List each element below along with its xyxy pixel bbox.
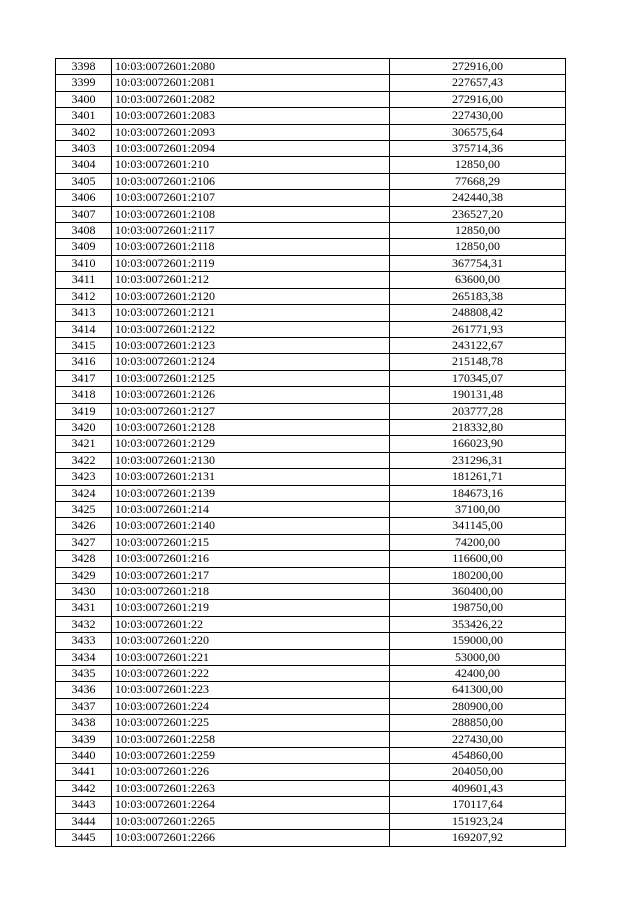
value-cell: 151923,24 bbox=[390, 813, 566, 829]
cadastral-number-cell: 10:03:0072601:2124 bbox=[112, 354, 390, 370]
table-row bbox=[56, 108, 566, 124]
cadastral-number-cell: 10:03:0072601:2119 bbox=[112, 255, 390, 271]
row-number-cell: 3401 bbox=[56, 108, 112, 124]
value-cell: 218332,80 bbox=[390, 419, 566, 435]
cadastral-number-cell: 10:03:0072601:2265 bbox=[112, 813, 390, 829]
table-row bbox=[56, 830, 566, 846]
row-number-cell: 3434 bbox=[56, 649, 112, 665]
value-cell: 288850,00 bbox=[390, 715, 566, 731]
row-number-cell: 3423 bbox=[56, 469, 112, 485]
cadastral-number-cell: 10:03:0072601:2117 bbox=[112, 223, 390, 239]
table-row bbox=[56, 419, 566, 435]
cadastral-value-table bbox=[55, 58, 566, 847]
value-cell: 181261,71 bbox=[390, 469, 566, 485]
row-number-cell: 3414 bbox=[56, 321, 112, 337]
row-number-cell: 3438 bbox=[56, 715, 112, 731]
row-number-cell: 3425 bbox=[56, 501, 112, 517]
row-number-cell: 3443 bbox=[56, 797, 112, 813]
table-row bbox=[56, 551, 566, 567]
cadastral-number-cell: 10:03:0072601:212 bbox=[112, 272, 390, 288]
row-number-cell: 3417 bbox=[56, 370, 112, 386]
row-number-cell: 3420 bbox=[56, 419, 112, 435]
table-row bbox=[56, 387, 566, 403]
table-row bbox=[56, 518, 566, 534]
cadastral-number-cell: 10:03:0072601:2127 bbox=[112, 403, 390, 419]
value-cell: 74200,00 bbox=[390, 534, 566, 550]
value-cell: 272916,00 bbox=[390, 59, 566, 75]
cadastral-number-cell: 10:03:0072601:2108 bbox=[112, 206, 390, 222]
row-number-cell: 3399 bbox=[56, 75, 112, 91]
cadastral-number-cell: 10:03:0072601:214 bbox=[112, 501, 390, 517]
row-number-cell: 3416 bbox=[56, 354, 112, 370]
value-cell: 170117,64 bbox=[390, 797, 566, 813]
cadastral-number-cell: 10:03:0072601:2120 bbox=[112, 288, 390, 304]
value-cell: 203777,28 bbox=[390, 403, 566, 419]
cadastral-number-cell: 10:03:0072601:2094 bbox=[112, 141, 390, 157]
cadastral-number-cell: 10:03:0072601:219 bbox=[112, 600, 390, 616]
table-row bbox=[56, 223, 566, 239]
row-number-cell: 3410 bbox=[56, 255, 112, 271]
cadastral-number-cell: 10:03:0072601:225 bbox=[112, 715, 390, 731]
table-row bbox=[56, 780, 566, 796]
cadastral-number-cell: 10:03:0072601:2107 bbox=[112, 190, 390, 206]
value-cell: 204050,00 bbox=[390, 764, 566, 780]
cadastral-number-cell: 10:03:0072601:210 bbox=[112, 157, 390, 173]
cadastral-number-cell: 10:03:0072601:2266 bbox=[112, 830, 390, 846]
value-cell: 42400,00 bbox=[390, 666, 566, 682]
cadastral-number-cell: 10:03:0072601:2139 bbox=[112, 485, 390, 501]
value-cell: 227430,00 bbox=[390, 108, 566, 124]
row-number-cell: 3437 bbox=[56, 698, 112, 714]
value-cell: 12850,00 bbox=[390, 223, 566, 239]
table-row bbox=[56, 616, 566, 632]
row-number-cell: 3444 bbox=[56, 813, 112, 829]
table-body bbox=[56, 59, 566, 847]
table-row bbox=[56, 288, 566, 304]
table-row bbox=[56, 337, 566, 353]
value-cell: 159000,00 bbox=[390, 633, 566, 649]
cadastral-number-cell: 10:03:0072601:2131 bbox=[112, 469, 390, 485]
value-cell: 116600,00 bbox=[390, 551, 566, 567]
value-cell: 12850,00 bbox=[390, 157, 566, 173]
value-cell: 248808,42 bbox=[390, 305, 566, 321]
row-number-cell: 3404 bbox=[56, 157, 112, 173]
table-row bbox=[56, 173, 566, 189]
row-number-cell: 3415 bbox=[56, 337, 112, 353]
row-number-cell: 3430 bbox=[56, 584, 112, 600]
value-cell: 272916,00 bbox=[390, 91, 566, 107]
row-number-cell: 3428 bbox=[56, 551, 112, 567]
table-row bbox=[56, 748, 566, 764]
value-cell: 409601,43 bbox=[390, 780, 566, 796]
value-cell: 280900,00 bbox=[390, 698, 566, 714]
row-number-cell: 3398 bbox=[56, 59, 112, 75]
cadastral-number-cell: 10:03:0072601:223 bbox=[112, 682, 390, 698]
value-cell: 242440,38 bbox=[390, 190, 566, 206]
cadastral-number-cell: 10:03:0072601:2263 bbox=[112, 780, 390, 796]
table-row bbox=[56, 584, 566, 600]
table-row bbox=[56, 501, 566, 517]
table-row bbox=[56, 813, 566, 829]
row-number-cell: 3400 bbox=[56, 91, 112, 107]
cadastral-number-cell: 10:03:0072601:216 bbox=[112, 551, 390, 567]
cadastral-number-cell: 10:03:0072601:2106 bbox=[112, 173, 390, 189]
row-number-cell: 3436 bbox=[56, 682, 112, 698]
table-row bbox=[56, 666, 566, 682]
cadastral-number-cell: 10:03:0072601:2130 bbox=[112, 452, 390, 468]
value-cell: 367754,31 bbox=[390, 255, 566, 271]
row-number-cell: 3402 bbox=[56, 124, 112, 140]
cadastral-number-cell: 10:03:0072601:2125 bbox=[112, 370, 390, 386]
row-number-cell: 3405 bbox=[56, 173, 112, 189]
row-number-cell: 3422 bbox=[56, 452, 112, 468]
value-cell: 265183,38 bbox=[390, 288, 566, 304]
value-cell: 180200,00 bbox=[390, 567, 566, 583]
table-row bbox=[56, 452, 566, 468]
row-number-cell: 3409 bbox=[56, 239, 112, 255]
row-number-cell: 3412 bbox=[56, 288, 112, 304]
value-cell: 190131,48 bbox=[390, 387, 566, 403]
table-row bbox=[56, 370, 566, 386]
cadastral-number-cell: 10:03:0072601:215 bbox=[112, 534, 390, 550]
cadastral-number-cell: 10:03:0072601:2083 bbox=[112, 108, 390, 124]
table-row bbox=[56, 157, 566, 173]
cadastral-number-cell: 10:03:0072601:2264 bbox=[112, 797, 390, 813]
value-cell: 306575,64 bbox=[390, 124, 566, 140]
table-row bbox=[56, 141, 566, 157]
row-number-cell: 3439 bbox=[56, 731, 112, 747]
value-cell: 77668,29 bbox=[390, 173, 566, 189]
value-cell: 184673,16 bbox=[390, 485, 566, 501]
value-cell: 215148,78 bbox=[390, 354, 566, 370]
cadastral-number-cell: 10:03:0072601:2118 bbox=[112, 239, 390, 255]
row-number-cell: 3445 bbox=[56, 830, 112, 846]
cadastral-number-cell: 10:03:0072601:2121 bbox=[112, 305, 390, 321]
row-number-cell: 3413 bbox=[56, 305, 112, 321]
row-number-cell: 3419 bbox=[56, 403, 112, 419]
cadastral-number-cell: 10:03:0072601:2140 bbox=[112, 518, 390, 534]
row-number-cell: 3432 bbox=[56, 616, 112, 632]
cadastral-number-cell: 10:03:0072601:226 bbox=[112, 764, 390, 780]
table-row bbox=[56, 797, 566, 813]
table-row bbox=[56, 715, 566, 731]
row-number-cell: 3440 bbox=[56, 748, 112, 764]
value-cell: 169207,92 bbox=[390, 830, 566, 846]
table-row bbox=[56, 764, 566, 780]
value-cell: 341145,00 bbox=[390, 518, 566, 534]
row-number-cell: 3406 bbox=[56, 190, 112, 206]
cadastral-number-cell: 10:03:0072601:2123 bbox=[112, 337, 390, 353]
table-row bbox=[56, 59, 566, 75]
cadastral-number-cell: 10:03:0072601:2128 bbox=[112, 419, 390, 435]
row-number-cell: 3431 bbox=[56, 600, 112, 616]
table-row bbox=[56, 272, 566, 288]
row-number-cell: 3429 bbox=[56, 567, 112, 583]
row-number-cell: 3426 bbox=[56, 518, 112, 534]
table-row bbox=[56, 403, 566, 419]
row-number-cell: 3411 bbox=[56, 272, 112, 288]
cadastral-number-cell: 10:03:0072601:218 bbox=[112, 584, 390, 600]
cadastral-number-cell: 10:03:0072601:2129 bbox=[112, 436, 390, 452]
cadastral-number-cell: 10:03:0072601:2082 bbox=[112, 91, 390, 107]
table-row bbox=[56, 534, 566, 550]
table-row bbox=[56, 206, 566, 222]
row-number-cell: 3407 bbox=[56, 206, 112, 222]
table-row bbox=[56, 124, 566, 140]
row-number-cell: 3427 bbox=[56, 534, 112, 550]
value-cell: 166023,90 bbox=[390, 436, 566, 452]
table-row bbox=[56, 436, 566, 452]
document-page bbox=[55, 58, 566, 847]
cadastral-number-cell: 10:03:0072601:2259 bbox=[112, 748, 390, 764]
table-row bbox=[56, 485, 566, 501]
table-row bbox=[56, 731, 566, 747]
table-row bbox=[56, 698, 566, 714]
table-row bbox=[56, 190, 566, 206]
value-cell: 641300,00 bbox=[390, 682, 566, 698]
row-number-cell: 3403 bbox=[56, 141, 112, 157]
row-number-cell: 3418 bbox=[56, 387, 112, 403]
value-cell: 53000,00 bbox=[390, 649, 566, 665]
row-number-cell: 3441 bbox=[56, 764, 112, 780]
table-row bbox=[56, 91, 566, 107]
value-cell: 227657,43 bbox=[390, 75, 566, 91]
table-row bbox=[56, 600, 566, 616]
value-cell: 12850,00 bbox=[390, 239, 566, 255]
table-row bbox=[56, 354, 566, 370]
table-row bbox=[56, 633, 566, 649]
value-cell: 170345,07 bbox=[390, 370, 566, 386]
value-cell: 454860,00 bbox=[390, 748, 566, 764]
cadastral-number-cell: 10:03:0072601:2093 bbox=[112, 124, 390, 140]
value-cell: 360400,00 bbox=[390, 584, 566, 600]
cadastral-number-cell: 10:03:0072601:217 bbox=[112, 567, 390, 583]
table-row bbox=[56, 567, 566, 583]
value-cell: 375714,36 bbox=[390, 141, 566, 157]
cadastral-number-cell: 10:03:0072601:22 bbox=[112, 616, 390, 632]
table-row bbox=[56, 649, 566, 665]
row-number-cell: 3442 bbox=[56, 780, 112, 796]
table-row bbox=[56, 321, 566, 337]
value-cell: 243122,67 bbox=[390, 337, 566, 353]
value-cell: 353426,22 bbox=[390, 616, 566, 632]
table-row bbox=[56, 75, 566, 91]
cadastral-number-cell: 10:03:0072601:220 bbox=[112, 633, 390, 649]
cadastral-number-cell: 10:03:0072601:2080 bbox=[112, 59, 390, 75]
row-number-cell: 3435 bbox=[56, 666, 112, 682]
table-row bbox=[56, 255, 566, 271]
table-row bbox=[56, 469, 566, 485]
cadastral-number-cell: 10:03:0072601:222 bbox=[112, 666, 390, 682]
cadastral-number-cell: 10:03:0072601:2126 bbox=[112, 387, 390, 403]
row-number-cell: 3433 bbox=[56, 633, 112, 649]
value-cell: 198750,00 bbox=[390, 600, 566, 616]
cadastral-number-cell: 10:03:0072601:2258 bbox=[112, 731, 390, 747]
cadastral-number-cell: 10:03:0072601:2122 bbox=[112, 321, 390, 337]
table-row bbox=[56, 682, 566, 698]
value-cell: 63600,00 bbox=[390, 272, 566, 288]
value-cell: 37100,00 bbox=[390, 501, 566, 517]
value-cell: 261771,93 bbox=[390, 321, 566, 337]
value-cell: 231296,31 bbox=[390, 452, 566, 468]
cadastral-number-cell: 10:03:0072601:224 bbox=[112, 698, 390, 714]
cadastral-number-cell: 10:03:0072601:2081 bbox=[112, 75, 390, 91]
row-number-cell: 3408 bbox=[56, 223, 112, 239]
value-cell: 227430,00 bbox=[390, 731, 566, 747]
table-row bbox=[56, 305, 566, 321]
row-number-cell: 3421 bbox=[56, 436, 112, 452]
row-number-cell: 3424 bbox=[56, 485, 112, 501]
value-cell: 236527,20 bbox=[390, 206, 566, 222]
table-row bbox=[56, 239, 566, 255]
cadastral-number-cell: 10:03:0072601:221 bbox=[112, 649, 390, 665]
